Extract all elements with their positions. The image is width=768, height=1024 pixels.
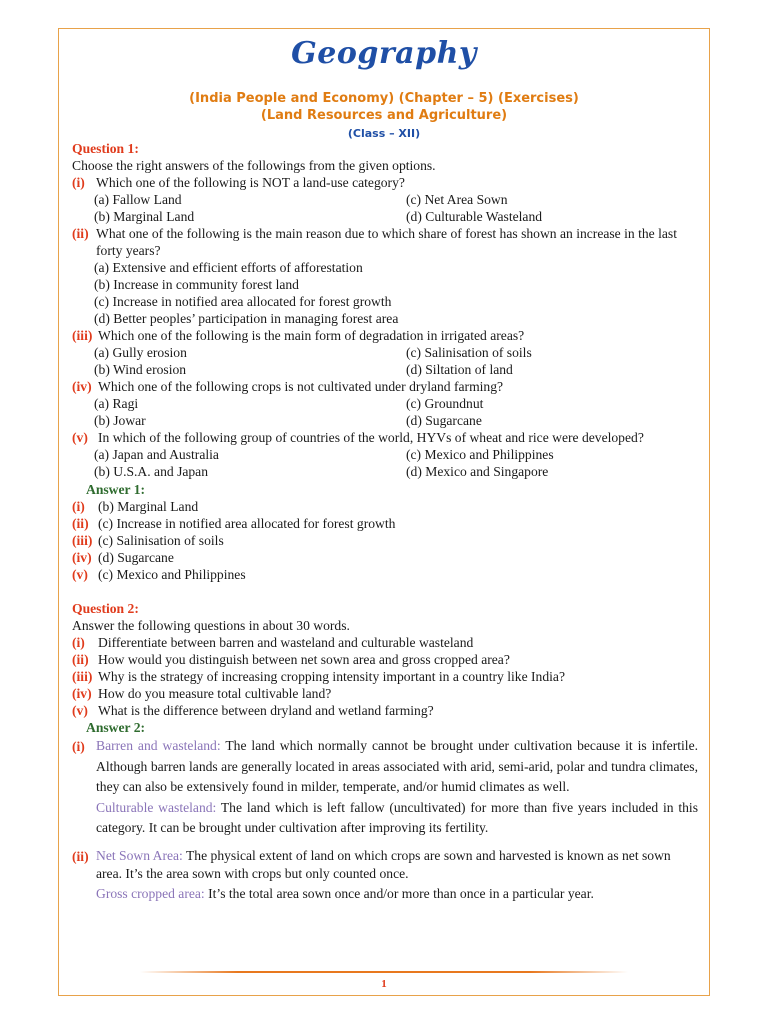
option: (a) Japan and Australia	[94, 447, 219, 462]
item-question: What one of the following is the main reason due to which share of forest has shown an increase in the last forty years?	[96, 226, 677, 258]
question-1-instruction: Choose the right answers of the followings from the given options.	[72, 158, 436, 173]
options-row	[72, 446, 698, 463]
item-question: How do you measure total cultivable land?	[98, 686, 332, 701]
item-question: Differentiate between barren and wasteland and culturable wasteland	[98, 635, 474, 650]
question-2-instruction: Answer the following questions in about 30 words.	[72, 618, 350, 633]
option: (d) Better peoples’ participation in managing forest area	[94, 311, 399, 326]
option: (b) U.S.A. and Japan	[94, 464, 209, 479]
definition-text: The land which normally cannot be brought under cultivation because it is infertile. Although barren lands are generally located in areas associated with arid, semi-arid, polar and tundra climates, they can also be extensively found in milder, temperate, and/or humid climates as well.	[96, 738, 698, 794]
options-row	[72, 191, 698, 208]
item-number: (iii)	[72, 328, 93, 343]
item-question: Why is the strategy of increasing cropping intensity important in a country like India?	[98, 669, 565, 684]
item-number: (v)	[72, 703, 88, 718]
option: (a) Extensive and efficient efforts of afforestation	[94, 260, 363, 275]
definition-text: The land which is left fallow (uncultivated) for more than five years included in this category. It can be brought under cultivation after improving its fertility.	[96, 799, 699, 835]
item-number: (i)	[72, 499, 85, 514]
option: (d) Mexico and Singapore	[406, 464, 549, 479]
page-title: Geography	[291, 36, 477, 71]
class-label: (Class – XII)	[347, 127, 421, 140]
option: (b) Jowar	[94, 413, 146, 428]
question-1-heading: Question 1:	[72, 141, 139, 156]
item-number: (iv)	[72, 550, 92, 565]
item-number: (ii)	[72, 848, 89, 864]
term-label: Barren and wasteland:	[96, 738, 221, 753]
option: (a) Fallow Land	[94, 192, 182, 207]
item-number: (v)	[72, 567, 88, 582]
option: (d) Culturable Wasteland	[406, 209, 543, 224]
item-question: What is the difference between dryland and wetland farming?	[98, 703, 434, 718]
item-number: (i)	[72, 739, 85, 754]
footer-divider	[140, 971, 628, 973]
term-label: Net Sown Area:	[96, 847, 183, 863]
page-number: 1	[381, 978, 387, 990]
term-label: Gross cropped area:	[96, 885, 205, 901]
item-question: Which one of the following is the main form of degradation in irrigated areas?	[98, 328, 525, 343]
term-label: Culturable wasteland:	[96, 799, 217, 815]
item-number: (ii)	[72, 516, 89, 531]
item-question: How would you distinguish between net sown area and gross cropped area?	[98, 652, 510, 667]
definition-text: It’s the total area sown once and/or more than once in a particular year.	[204, 885, 594, 901]
item-number: (i)	[72, 175, 85, 190]
option: (c) Net Area Sown	[406, 192, 508, 207]
options-row	[72, 344, 698, 361]
item-question: Which one of the following crops is not cultivated under dryland farming?	[98, 379, 504, 394]
answer-2-ii	[72, 847, 698, 903]
option: (d) Sugarcane	[406, 413, 482, 428]
item-number: (iv)	[72, 379, 92, 394]
chapter-subtitle: (India People and Economy) (Chapter – 5) (Exercises)	[189, 91, 579, 106]
item-number: (v)	[72, 430, 88, 445]
question-2-heading: Question 2:	[72, 601, 139, 616]
answer-text: (d) Sugarcane	[98, 550, 174, 565]
options-row	[72, 395, 698, 412]
option: (b) Marginal Land	[94, 209, 195, 224]
topic-subtitle: (Land Resources and Agriculture)	[260, 108, 508, 123]
q1-item-v	[72, 429, 698, 480]
item-number: (ii)	[72, 652, 89, 667]
item-question: In which of the following group of countries of the world, HYVs of wheat and rice were developed?	[98, 430, 644, 445]
option: (c) Salinisation of soils	[406, 345, 532, 360]
options-row	[72, 412, 698, 429]
answer-text: (c) Increase in notified area allocated for forest growth	[98, 516, 396, 531]
item-number: (i)	[72, 635, 85, 650]
options-row	[72, 361, 698, 378]
item-number: (iii)	[72, 669, 93, 684]
item-number: (iv)	[72, 686, 92, 701]
document-body	[72, 140, 698, 903]
answer-text: (b) Marginal Land	[98, 499, 199, 514]
item-number: (iii)	[72, 533, 93, 548]
answer-text: (c) Salinisation of soils	[98, 533, 224, 548]
options-row	[72, 208, 698, 225]
option: (b) Increase in community forest land	[94, 277, 299, 292]
option: (c) Increase in notified area allocated for forest growth	[94, 294, 392, 309]
answer-2-i	[72, 736, 698, 839]
option: (a) Gully erosion	[94, 345, 187, 360]
q1-item-iv	[72, 378, 698, 429]
option: (c) Groundnut	[406, 396, 484, 411]
definition-text: The physical extent of land on which crops are sown and harvested is known as net sown area. It’s the area sown with crops but only counted once.	[96, 847, 671, 881]
item-number: (ii)	[72, 226, 89, 241]
option: (a) Ragi	[94, 396, 139, 411]
q1-item-ii	[72, 225, 698, 327]
item-question: Which one of the following is NOT a land-use category?	[96, 175, 405, 190]
q1-item-i	[72, 174, 698, 225]
option: (b) Wind erosion	[94, 362, 187, 377]
q1-item-iii	[72, 327, 698, 378]
option: (d) Siltation of land	[406, 362, 513, 377]
options-row	[72, 463, 698, 480]
answer-2-heading: Answer 2:	[86, 720, 146, 735]
answer-text: (c) Mexico and Philippines	[98, 567, 246, 582]
answer-1-heading: Answer 1:	[86, 482, 146, 497]
option: (c) Mexico and Philippines	[406, 447, 554, 462]
